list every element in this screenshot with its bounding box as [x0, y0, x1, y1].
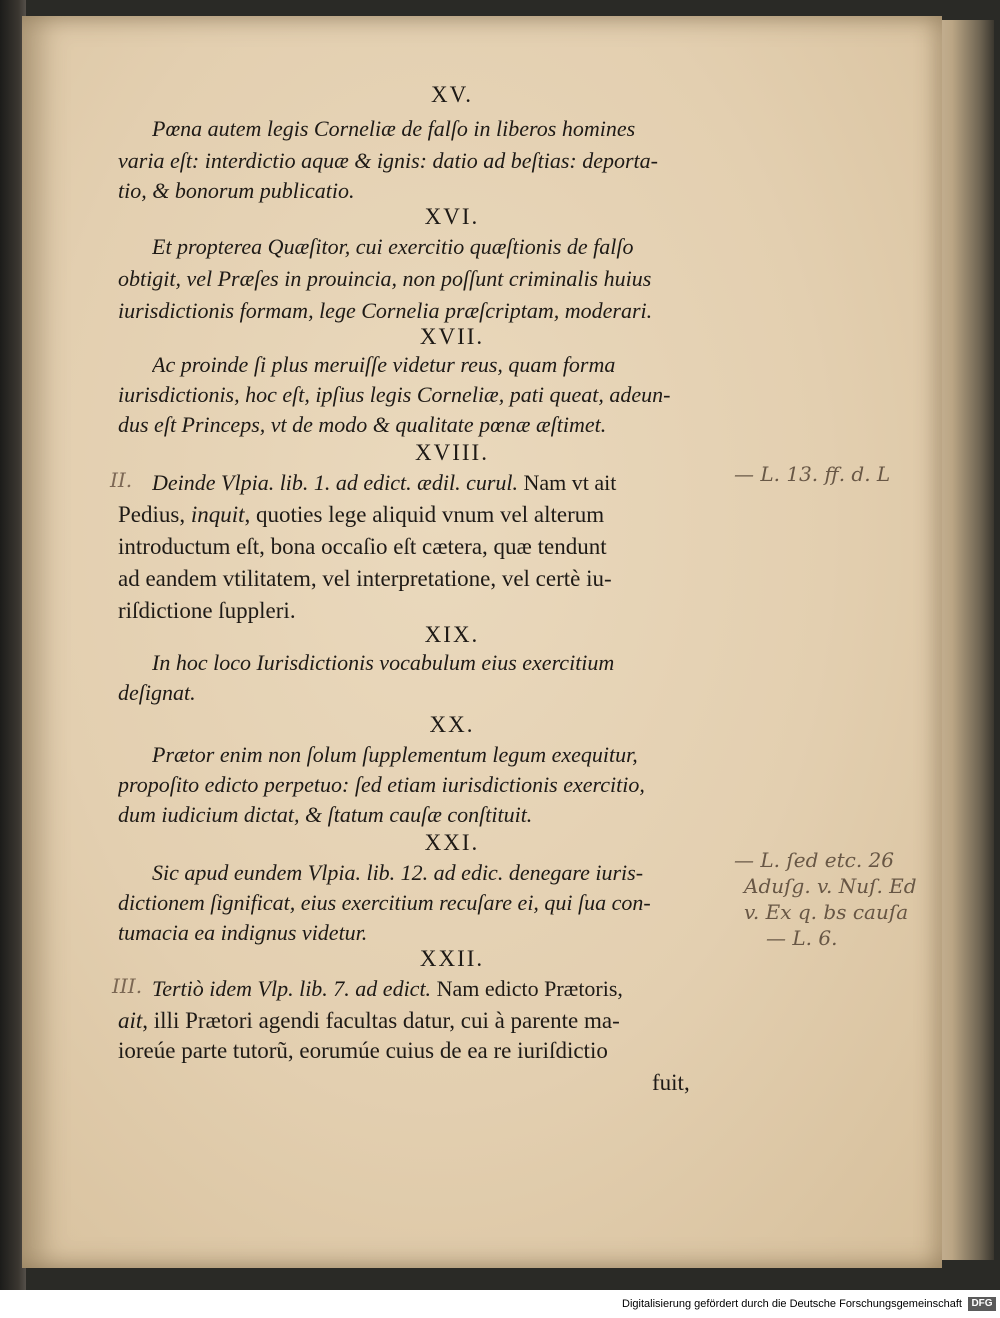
- book-page: [22, 16, 942, 1268]
- text-line: Ac proinde ſi plus meruiſſe videtur reus, quam forma: [152, 352, 616, 377]
- text-line: ioreúe parte tutorũ, eorumúe cuius de ea re iuriſdictio: [118, 1038, 608, 1063]
- marginal-note: — L. 13. ff. d. L: [734, 462, 891, 486]
- text-run: Pedius,: [118, 502, 191, 527]
- margin-mark-ii: II.: [110, 468, 133, 492]
- text-line: dus eſt Princeps, vt de modo & qualitate pœnæ æſtimet.: [118, 412, 607, 437]
- text-run: Nam vt ait: [518, 470, 617, 495]
- section-heading-xix: XIX.: [424, 622, 480, 647]
- text-line: In hoc loco Iurisdictionis vocabulum eius exercitium: [152, 650, 615, 675]
- text-line: Pœna autem legis Corneliæ de falſo in liberos homines: [152, 116, 636, 141]
- text-run: , quoties lege aliquid vnum vel alterum: [244, 502, 605, 527]
- citation: Deinde Vlpia. lib. 1. ad edict. ædil. curul.: [152, 470, 519, 495]
- text-line: tumacia ea indignus videtur.: [118, 920, 368, 945]
- text-line: dictionem ſignificat, eius exercitium recuſare ei, qui ſua con-: [118, 890, 651, 915]
- dfg-logo: DFG: [968, 1297, 996, 1311]
- text-line: deſignat.: [118, 680, 196, 705]
- text-run-italic: inquit: [190, 502, 245, 527]
- section-heading-xvii: XVII.: [419, 324, 485, 349]
- text-line: dum iudicium dictat, & ſtatum cauſæ conſtituit.: [118, 802, 533, 827]
- text-line: propoſito edicto perpetuo: ſed etiam iurisdictionis exercitio,: [118, 772, 645, 797]
- text-line: Prætor enim non ſolum ſupplementum legum exequitur,: [152, 742, 638, 767]
- margin-mark-iii: III.: [112, 974, 143, 998]
- marginal-note: — L. ſed etc. 26: [734, 848, 894, 872]
- marginal-note: Aduſg. v. Nuſ. Ed: [744, 874, 917, 898]
- section-heading-xv: XV.: [430, 82, 473, 107]
- text-line: introductum eſt, bona occaſio eſt cætera, quæ tendunt: [118, 534, 607, 559]
- catchword: fuit,: [652, 1070, 690, 1095]
- text-line: iurisdictionis, hoc eſt, ipſius legis Corneliæ, pati queat, adeun-: [118, 382, 671, 407]
- text-line: iurisdictionis formam, lege Cornelia præſcriptam, moderari.: [118, 298, 653, 323]
- text-line: riſdictione ſuppleri.: [118, 598, 296, 623]
- text-line: Et propterea Quæſitor, cui exercitio quæſtionis de falſo: [152, 234, 634, 259]
- text-line: [118, 1006, 758, 1036]
- section-heading-xviii: XVIII.: [415, 440, 489, 465]
- text-run: Nam edicto Prætoris,: [431, 976, 623, 1001]
- text-line: [152, 468, 752, 498]
- text-line: varia eſt: interdictio aquæ & ignis: datio ad beſtias: deporta-: [118, 148, 658, 173]
- text-line: ad eandem vtilitatem, vel interpretatione, vel certè iu-: [118, 566, 612, 591]
- marginal-note: v. Ex q. bs cauſa: [744, 900, 909, 924]
- footer-credit: Digitalisierung gefördert durch die Deutsche Forschungsgemeinschaft: [622, 1298, 962, 1310]
- section-heading-xx: XX.: [429, 712, 475, 737]
- section-heading-xxii: XXII.: [419, 946, 485, 971]
- text-line: [152, 974, 752, 1004]
- text-line: obtigit, vel Præſes in prouincia, non poſſunt criminalis huius: [118, 266, 652, 291]
- citation: Tertiò idem Vlp. lib. 7. ad edict.: [152, 976, 432, 1001]
- section-heading-xxi: XXI.: [424, 830, 480, 855]
- text-run: , illi Prætori agendi facultas datur, cui à parente ma-: [142, 1008, 620, 1033]
- marginal-note: — L. 6.: [766, 926, 838, 950]
- text-line: [118, 500, 758, 530]
- text-run-italic: ait: [118, 1008, 143, 1033]
- section-heading-xvi: XVI.: [424, 204, 480, 229]
- text-line: tio, & bonorum publicatio.: [118, 178, 355, 203]
- text-line: Sic apud eundem Vlpia. lib. 12. ad edic. denegare iuris-: [152, 860, 644, 885]
